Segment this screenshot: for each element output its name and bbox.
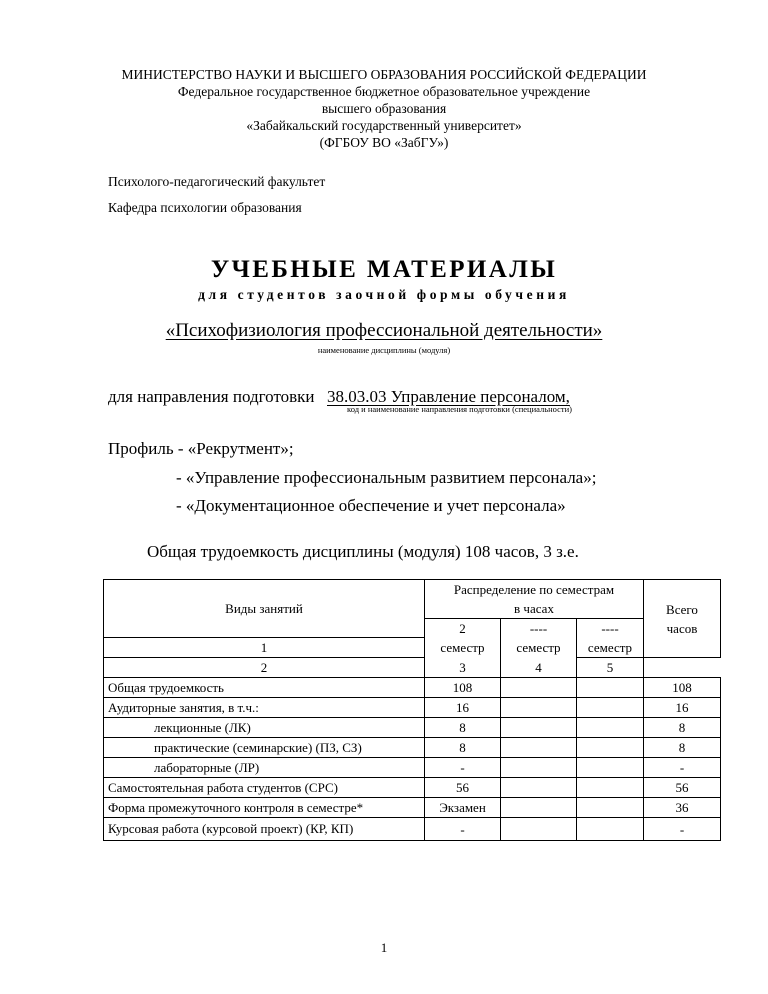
row-sem1: 56 xyxy=(425,778,501,798)
semester-2-label: семестр xyxy=(516,640,561,656)
row-sem3 xyxy=(577,778,644,798)
faculty-name: Психолого-педагогический факультет xyxy=(108,174,326,189)
row-name: Курсовая работа (курсовой проект) (КР, КП) xyxy=(104,818,425,841)
row-sem2 xyxy=(501,818,577,841)
profile-item-2: - «Управление профессиональным развитием персонала»; xyxy=(176,468,597,487)
row-sem3 xyxy=(577,758,644,778)
row-total: 56 xyxy=(644,778,721,798)
row-total: 8 xyxy=(644,718,721,738)
row-sem2 xyxy=(501,778,577,798)
document-title: УЧЕБНЫЕ МАТЕРИАЛЫ xyxy=(210,256,558,283)
table-row xyxy=(104,738,721,758)
row-sem2 xyxy=(501,718,577,738)
discipline-name: «Психофизиология профессиональной деятельности» xyxy=(165,320,603,341)
ministry-name: МИНИСТЕРСТВО НАУКИ И ВЫСШЕГО ОБРАЗОВАНИЯ РОССИЙСКОЙ ФЕДЕРАЦИИ xyxy=(121,67,647,82)
semester-2-header xyxy=(501,619,577,658)
semester-3-label: семестр xyxy=(587,640,633,655)
row-total: 8 xyxy=(644,738,721,758)
row-total: 108 xyxy=(644,678,721,698)
semester-1-label: семестр xyxy=(440,640,485,656)
table-row xyxy=(104,698,721,718)
table-row xyxy=(104,758,721,778)
profile-label: Профиль - «Рекрутмент»; xyxy=(108,439,294,458)
document-subtitle: для студентов заочной формы обучения xyxy=(198,287,570,302)
total-workload: Общая трудоемкость дисциплины (модуля) 108 часов, 3 з.е. xyxy=(147,542,579,561)
row-sem2 xyxy=(501,758,577,778)
row-total: - xyxy=(644,818,721,841)
row-total: 16 xyxy=(644,698,721,718)
row-sem3 xyxy=(577,798,644,818)
row-sem1: 8 xyxy=(425,718,501,738)
row-sem3 xyxy=(577,678,644,698)
row-name: Общая трудоемкость xyxy=(104,678,425,698)
row-sem2 xyxy=(501,678,577,698)
direction-caption: код и наименование направления подготовки (специальности) xyxy=(347,404,572,414)
index-cell-3: 3 xyxy=(425,658,501,678)
row-name: Форма промежуточного контроля в семестре* xyxy=(104,798,425,818)
table-row xyxy=(104,718,721,738)
row-sem1: - xyxy=(425,818,501,841)
institution-line2: высшего образования xyxy=(321,101,447,116)
col-distribution-line1: Распределение по семестрам xyxy=(453,582,615,597)
department-name: Кафедра психологии образования xyxy=(108,200,302,215)
row-sem3 xyxy=(577,818,644,841)
row-sem1: Экзамен xyxy=(425,798,501,818)
table-row xyxy=(104,778,721,798)
profile-item-3: - «Документационное обеспечение и учет персонала» xyxy=(176,496,566,515)
index-cell-1: 1 xyxy=(104,638,425,658)
row-sem3 xyxy=(577,738,644,758)
table-row xyxy=(104,678,721,698)
semester-2-num: ---- xyxy=(529,621,548,637)
row-sem3 xyxy=(577,718,644,738)
institution-line1: Федеральное государственное бюджетное образовательное учреждение xyxy=(177,84,591,99)
semester-3-header xyxy=(577,619,644,658)
col-total-line1: Всего xyxy=(666,601,698,617)
row-sem2 xyxy=(501,698,577,718)
col-distribution-line2: в часах xyxy=(514,601,554,616)
col-distribution-header xyxy=(425,580,644,619)
index-cell-4: 4 xyxy=(501,658,577,678)
table-row xyxy=(104,818,721,841)
semester-1-header xyxy=(425,619,501,658)
table-row xyxy=(104,798,721,818)
col-total-line2: часов xyxy=(666,620,698,636)
index-cell-5: 5 xyxy=(577,658,644,678)
row-sem1: 16 xyxy=(425,698,501,718)
row-name: лабораторные (ЛР) xyxy=(104,758,425,778)
page-number: 1 xyxy=(380,940,388,955)
col-types-header: Виды занятий xyxy=(104,580,425,638)
university-short-name: (ФГБОУ ВО «ЗабГУ») xyxy=(319,135,449,150)
row-sem2 xyxy=(501,798,577,818)
semester-1-num: 2 xyxy=(459,621,466,637)
hours-table xyxy=(103,579,721,841)
index-row xyxy=(104,658,721,678)
row-sem1: 108 xyxy=(425,678,501,698)
direction-label: для направления подготовки xyxy=(108,387,315,406)
semester-3-num: ---- xyxy=(601,621,619,636)
discipline-caption: наименование дисциплины (модуля) xyxy=(317,345,451,355)
row-name: лекционные (ЛК) xyxy=(104,718,425,738)
row-total: 36 xyxy=(644,798,721,818)
direction-value: 38.03.03 Управление персоналом, xyxy=(327,387,570,406)
row-name: Самостоятельная работа студентов (СРС) xyxy=(104,778,425,798)
university-name: «Забайкальский государственный университет» xyxy=(246,118,522,133)
row-sem3 xyxy=(577,698,644,718)
row-total: - xyxy=(644,758,721,778)
index-cell-2: 2 xyxy=(104,658,425,678)
row-name: практические (семинарские) (ПЗ, СЗ) xyxy=(104,738,425,758)
row-sem1: - xyxy=(425,758,501,778)
row-sem2 xyxy=(501,738,577,758)
row-name: Аудиторные занятия, в т.ч.: xyxy=(104,698,425,718)
row-sem1: 8 xyxy=(425,738,501,758)
col-total-header xyxy=(644,580,721,658)
